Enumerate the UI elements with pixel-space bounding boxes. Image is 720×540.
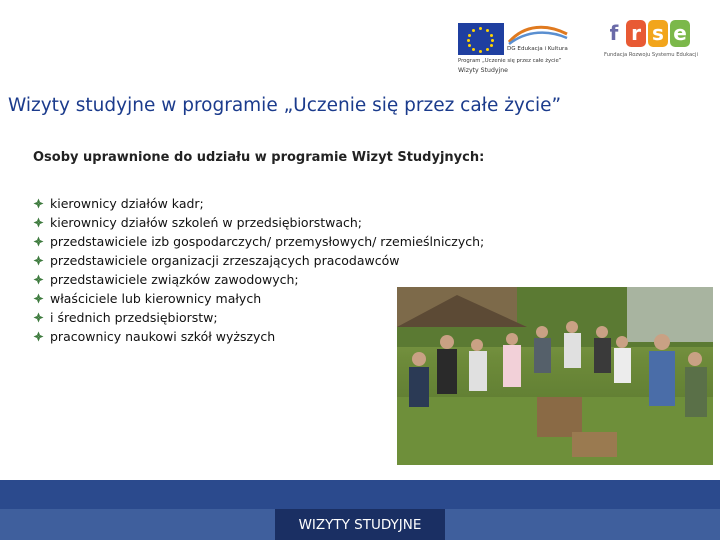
list-item-text: kierownicy działów kadr; <box>50 196 204 211</box>
list-item-text: pracownicy naukowi szkół wyższych <box>50 329 276 344</box>
list-item-text: kierownicy działów szkoleń w przedsiębiorstwach; <box>50 215 363 230</box>
llp-swoosh-icon <box>507 22 569 46</box>
diamond-bullet-icon <box>33 293 44 304</box>
list-item-text: i średnich przedsiębiorstw; <box>50 310 218 325</box>
section-subtitle: Osoby uprawnione do udziału w programie Wizyt Studyjnych: <box>33 150 485 165</box>
eu-logo-caption-programme: Program „Uczenie się przez całe życie” <box>458 58 562 64</box>
footer-label: WIZYTY STUDYJNE <box>275 509 445 540</box>
frse-letter-s: s <box>648 20 668 47</box>
frse-letter-e: e <box>670 20 690 47</box>
frse-logo-caption: Fundacja Rozwoju Systemu Edukacji <box>604 52 698 58</box>
diamond-bullet-icon <box>33 331 44 342</box>
list-item-text: przedstawiciele izb gospodarczych/ przemysłowych/ rzemieślniczych; <box>50 234 485 249</box>
frse-logo-letters <box>604 20 690 47</box>
eu-logo-caption-dg: DG Edukacja i Kultura <box>507 46 568 52</box>
eu-programme-logo <box>455 20 585 80</box>
list-item <box>33 213 484 232</box>
frse-logo <box>600 20 700 65</box>
frse-letter-r: r <box>626 20 646 47</box>
diamond-bullet-icon <box>33 236 44 247</box>
list-item <box>33 232 484 251</box>
eu-logo-caption-study-visits: Wizyty Studyjne <box>458 67 508 74</box>
diamond-bullet-icon <box>33 255 44 266</box>
page-title: Wizyty studyjne w programie „Uczenie się przez całe życie” <box>8 95 562 116</box>
diamond-bullet-icon <box>33 312 44 323</box>
list-item <box>33 251 484 270</box>
eu-flag-icon <box>458 23 504 55</box>
list-item-text: właściciele lub kierownicy małych <box>50 291 262 306</box>
diamond-bullet-icon <box>33 198 44 209</box>
diamond-bullet-icon <box>33 217 44 228</box>
list-item <box>33 194 484 213</box>
list-item-text: przedstawiciele organizacji zrzeszających pracodawców <box>50 253 400 268</box>
list-item-text: przedstawiciele związków zawodowych; <box>50 272 299 287</box>
group-photo-illustration <box>397 287 713 465</box>
frse-letter-f: f <box>609 21 619 45</box>
diamond-bullet-icon <box>33 274 44 285</box>
study-visit-group-photo <box>397 287 713 465</box>
